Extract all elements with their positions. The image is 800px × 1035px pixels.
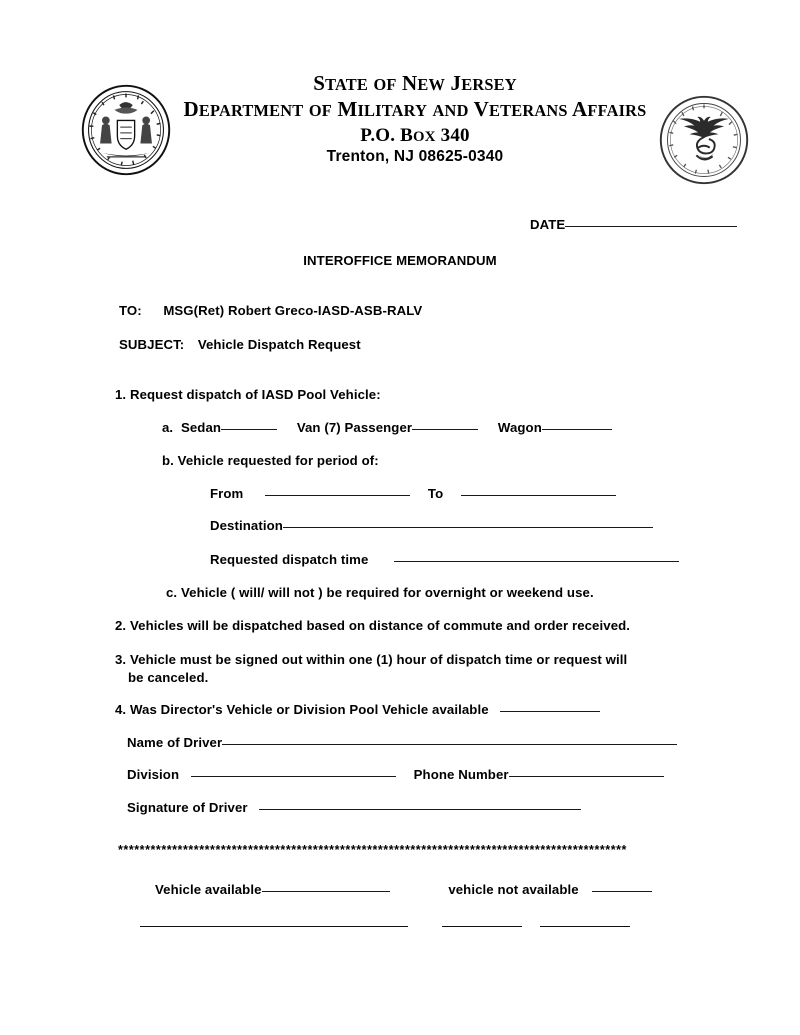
dmava-seal-icon: [656, 92, 752, 188]
final-signature-line-1[interactable]: [140, 926, 408, 927]
item-1a-vehicle-type-row: [162, 420, 612, 435]
city-state-zip-line: Trenton, NJ 08625-0340: [326, 148, 504, 166]
subject-row: [119, 337, 361, 352]
signature-row: [127, 800, 581, 815]
subject-value: Vehicle Dispatch Request: [197, 337, 361, 352]
date-label: DATE: [530, 217, 566, 232]
dispatch-time-label: Requested dispatch time: [210, 552, 369, 567]
sedan-input-line[interactable]: [221, 429, 277, 430]
destination-row: [210, 518, 653, 533]
state-title: STATE OF NEW JERSEY: [313, 71, 517, 95]
section-divider: **********************************************************************************************: [118, 843, 627, 857]
vehicle-not-available-label: vehicle not available: [448, 882, 579, 897]
from-input-line[interactable]: [265, 495, 410, 496]
signature-label: Signature of Driver: [127, 800, 248, 815]
division-input-line[interactable]: [191, 776, 396, 777]
date-field-row: [530, 217, 737, 232]
sedan-label: Sedan: [180, 420, 222, 435]
wagon-input-line[interactable]: [542, 429, 612, 430]
item-1a-prefix: a.: [162, 420, 174, 435]
van-label: Van (7) Passenger: [296, 420, 413, 435]
department-title: DEPARTMENT OF MILITARY AND VETERANS AFFAIRS: [183, 96, 647, 121]
item-4-label: 4. Was Director's Vehicle or Division Pool Vehicle available: [115, 702, 489, 717]
item-4-row: [115, 702, 600, 717]
item-3-line-2: be canceled.: [128, 669, 209, 685]
item-1-heading: 1. Request dispatch of IASD Pool Vehicle:: [115, 387, 381, 402]
to-period-label: To: [427, 486, 444, 501]
to-input-line[interactable]: [461, 495, 616, 496]
phone-number-label: Phone Number: [413, 767, 509, 782]
item-1b-heading: b. Vehicle requested for period of:: [162, 453, 379, 468]
vehicle-available-label: Vehicle available: [155, 882, 262, 897]
signature-input-line[interactable]: [259, 809, 581, 810]
subject-label: SUBJECT:: [119, 337, 185, 352]
division-label: Division: [127, 767, 180, 782]
final-signature-line-2[interactable]: [442, 926, 522, 927]
from-label: From: [210, 486, 244, 501]
vehicle-available-input-line[interactable]: [262, 891, 390, 892]
wagon-label: Wagon: [497, 420, 542, 435]
date-input-line[interactable]: [565, 226, 737, 227]
final-signature-line-3[interactable]: [540, 926, 630, 927]
van-input-line[interactable]: [412, 429, 478, 430]
to-label: TO:: [119, 303, 142, 318]
item-2-text: 2. Vehicles will be dispatched based on distance of commute and order received.: [115, 618, 631, 633]
item-3-line-1: 3. Vehicle must be signed out within one (1) hour of dispatch time or request will: [115, 652, 628, 667]
item-4-input-line[interactable]: [500, 711, 600, 712]
dispatch-time-row: [210, 552, 679, 567]
item-3-text: [115, 651, 695, 686]
to-value: MSG(Ret) Robert Greco-IASD-ASB-RALV: [163, 303, 423, 318]
dispatch-time-input-line[interactable]: [394, 561, 679, 562]
page-title: INTEROFFICE MEMORANDUM: [303, 253, 497, 268]
destination-input-line[interactable]: [283, 527, 653, 528]
division-phone-row: [127, 767, 664, 782]
name-of-driver-label: Name of Driver: [127, 735, 223, 750]
po-box-line: P.O. BOX 340: [360, 125, 470, 147]
office-use-availability-row: [155, 882, 652, 897]
phone-number-input-line[interactable]: [509, 776, 664, 777]
from-to-row: [210, 486, 616, 501]
great-seal-of-new-jersey-icon: [78, 82, 174, 178]
to-row: [119, 303, 422, 318]
letterhead-titles: [180, 72, 650, 166]
vehicle-not-available-input-line[interactable]: [592, 891, 652, 892]
letterhead: [0, 72, 800, 197]
name-of-driver-row: [127, 735, 677, 750]
name-of-driver-input-line[interactable]: [222, 744, 677, 745]
signature-lines-row: [0, 920, 800, 934]
destination-label: Destination: [210, 518, 283, 533]
item-1c-overnight-use: c. Vehicle ( will/ will not ) be required for overnight or weekend use.: [166, 585, 594, 600]
